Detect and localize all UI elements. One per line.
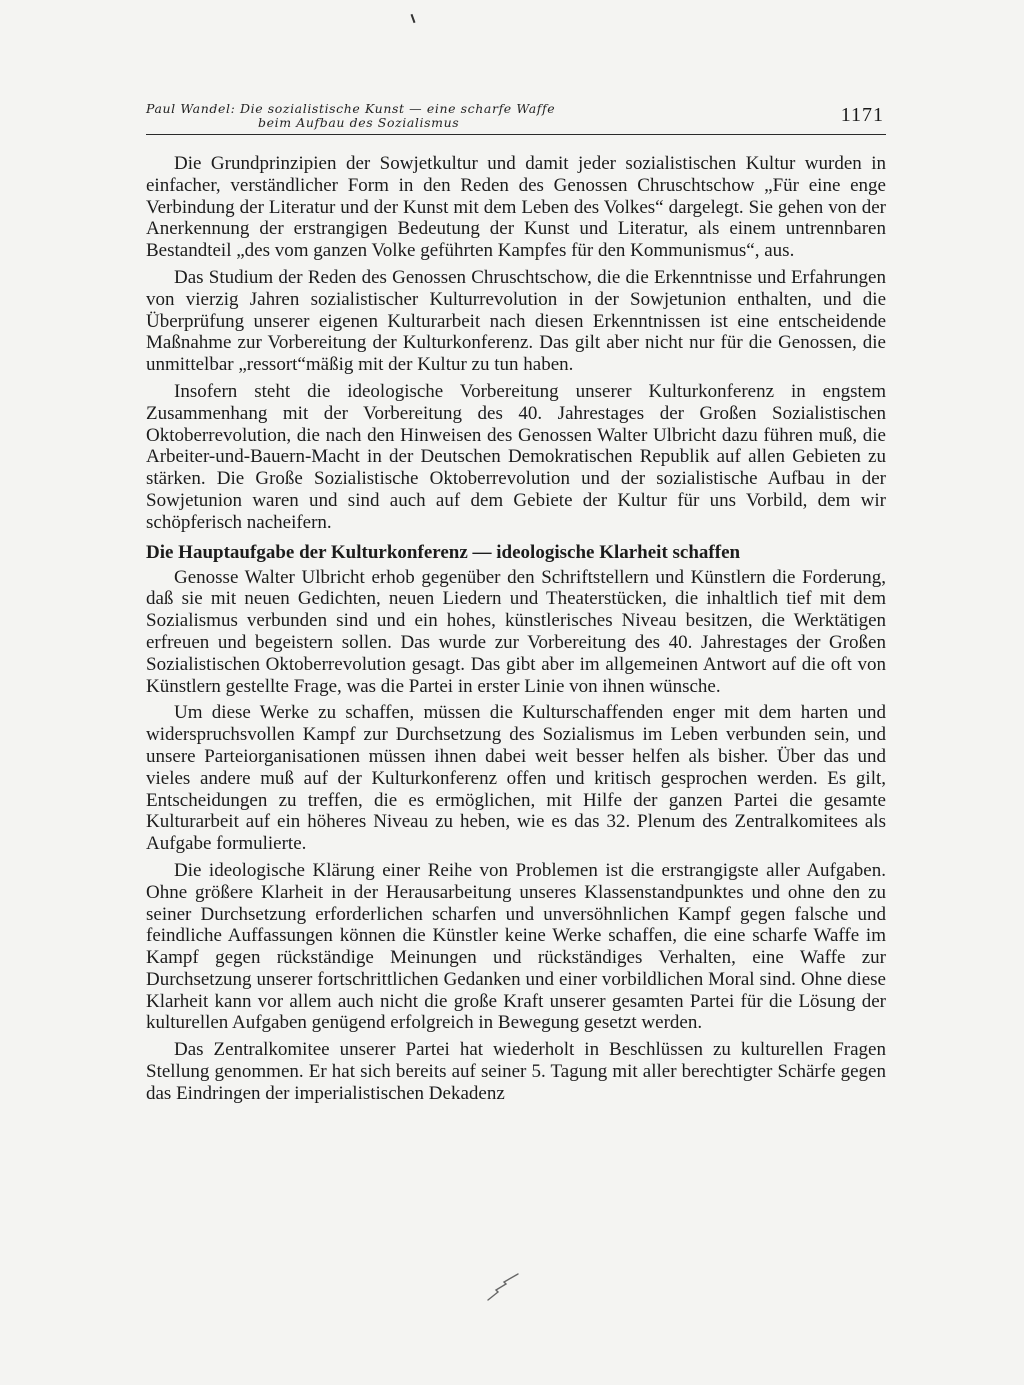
paragraph: Das Zentralkomitee unserer Partei hat wiederholt in Beschlüssen zu kulturellen Fragen Stellung genommen. Er hat sich bereits auf seiner 5. Tagung mit aller berechtigter Schärfe gegen das Eindringen der imperialistischen Dekadenz	[146, 1039, 886, 1104]
section-heading: Die Hauptaufgabe der Kulturkonferenz — ideologische Klarheit schaffen	[146, 541, 741, 563]
header-line-2: beim Aufbau des Sozialismus	[258, 115, 460, 130]
paragraph: Die ideologische Klärung einer Reihe von Problemen ist die erstrangigste aller Aufgaben. Ohne größere Klarheit in der Herausarbeitung unseres Klassenstandpunktes und ohne den zu seiner Durchsetzung erforderlichen scharfen und unversöhnlichen Kampf gegen falsche und feindliche Auffassungen können die Künstler keine Werke schaffen, die eine scharfe Waffe im Kampf gegen rückständige Meinungen und rückständiges Verhalten, eine Waffe zur Durchsetzung unserer fortschrittlichen Gedanken und einer vorbildlichen Moral sind. Ohne diese Klarheit kann vor allem auch nicht die große Kraft unserer gesamten Partei für die Lösung der kulturellen Aufgaben genügend erfolgreich in Bewegung gesetzt werden.	[146, 859, 886, 1034]
header-author-title	[146, 102, 555, 130]
paragraph: Genosse Walter Ulbricht erhob gegenüber den Schriftstellern und Künstlern die Forderung, daß sie mit neuen Gedichten, neuen Liedern und Theaterstücken, die inhaltlich tief mit dem Sozialismus verbunden sind und ein hohes, künstlerisches Niveau besitzen, die Werktätigen erfreuen und begeistern sollen. Das wurde zur Vorbereitung des 40. Jahrestages der Großen Sozialistischen Oktoberrevolution gesagt. Das gibt aber im allgemeinen Antwort auf die oft von Künstlern gestellte Frage, was die Partei in erster Linie von ihnen wünsche.	[146, 566, 886, 697]
paragraph: Um diese Werke zu schaffen, müssen die Kulturschaffenden enger mit dem harten und widerspruchsvollen Kampf zur Durchsetzung des Sozialismus im Leben verbunden sein, und unsere Parteiorganisationen müssen ihnen dabei weit besser helfen als bisher. Über das und vieles andere muß auf der Kulturkonferenz offen und kritisch gesprochen werden. Es gilt, Entscheidungen zu treffen, die es ermöglichen, mit Hilfe der ganzen Partei die gesamte Kulturarbeit auf ein höheres Niveau zu heben, wie es das 32. Plenum des Zentralkomitees als Aufgabe formulierte.	[146, 702, 886, 855]
paragraph: Das Studium der Reden des Genossen Chruschtschow, die die Erkenntnisse und Erfahrungen von vierzig Jahren sozialistischer Kulturrevolution in der Sowjetunion enthalten, und die Überprüfung unserer eigenen Kulturarbeit nach diesen Erkenntnissen ist eine entscheidende Maßnahme zur Vorbereitung der Kulturkonferenz. Das gilt aber nicht nur für die Genossen, die unmittelbar „ressort“mäßig mit der Kultur zu tun haben.	[146, 266, 886, 376]
page-number: 1171	[840, 104, 884, 126]
scan-mark	[411, 14, 416, 23]
pencil-mark-icon	[486, 1272, 522, 1302]
running-header	[146, 98, 886, 135]
article-body	[146, 153, 886, 1110]
paragraph: Die Grundprinzipien der Sowjetkultur und damit jeder sozialistischen Kultur wurden in einfacher, verständlicher Form in den Reden des Genossen Chruschtschow „Für eine enge Verbindung der Literatur und der Kunst mit dem Leben des Volkes“ dargelegt. Sie gehen von der Anerkennung der erstrangigen Bedeutung der Kunst und Literatur, als einem untrennbaren Bestandteil „des vom ganzen Volke geführten Kampfes für den Kommunismus“, aus.	[146, 153, 886, 262]
header-line-1: Paul Wandel: Die sozialistische Kunst — eine scharfe Waffe	[146, 101, 556, 116]
paragraph: Insofern steht die ideologische Vorbereitung unserer Kulturkonferenz in engstem Zusammenhang mit der Vorbereitung des 40. Jahrestages der Großen Sozialistischen Oktoberrevolution, die nach den Hinweisen des Genossen Walter Ulbricht dazu führen muß, die Arbeiter-und-Bauern-Macht in der Deutschen Demokratischen Republik auf allen Gebieten zu stärken. Die Große Sozialistische Oktoberrevolution und der sozialistische Aufbau in der Sowjetunion waren und sind auch auf dem Gebiete der Kultur für uns Vorbild, dem wir schöpferisch nacheifern.	[146, 380, 886, 533]
